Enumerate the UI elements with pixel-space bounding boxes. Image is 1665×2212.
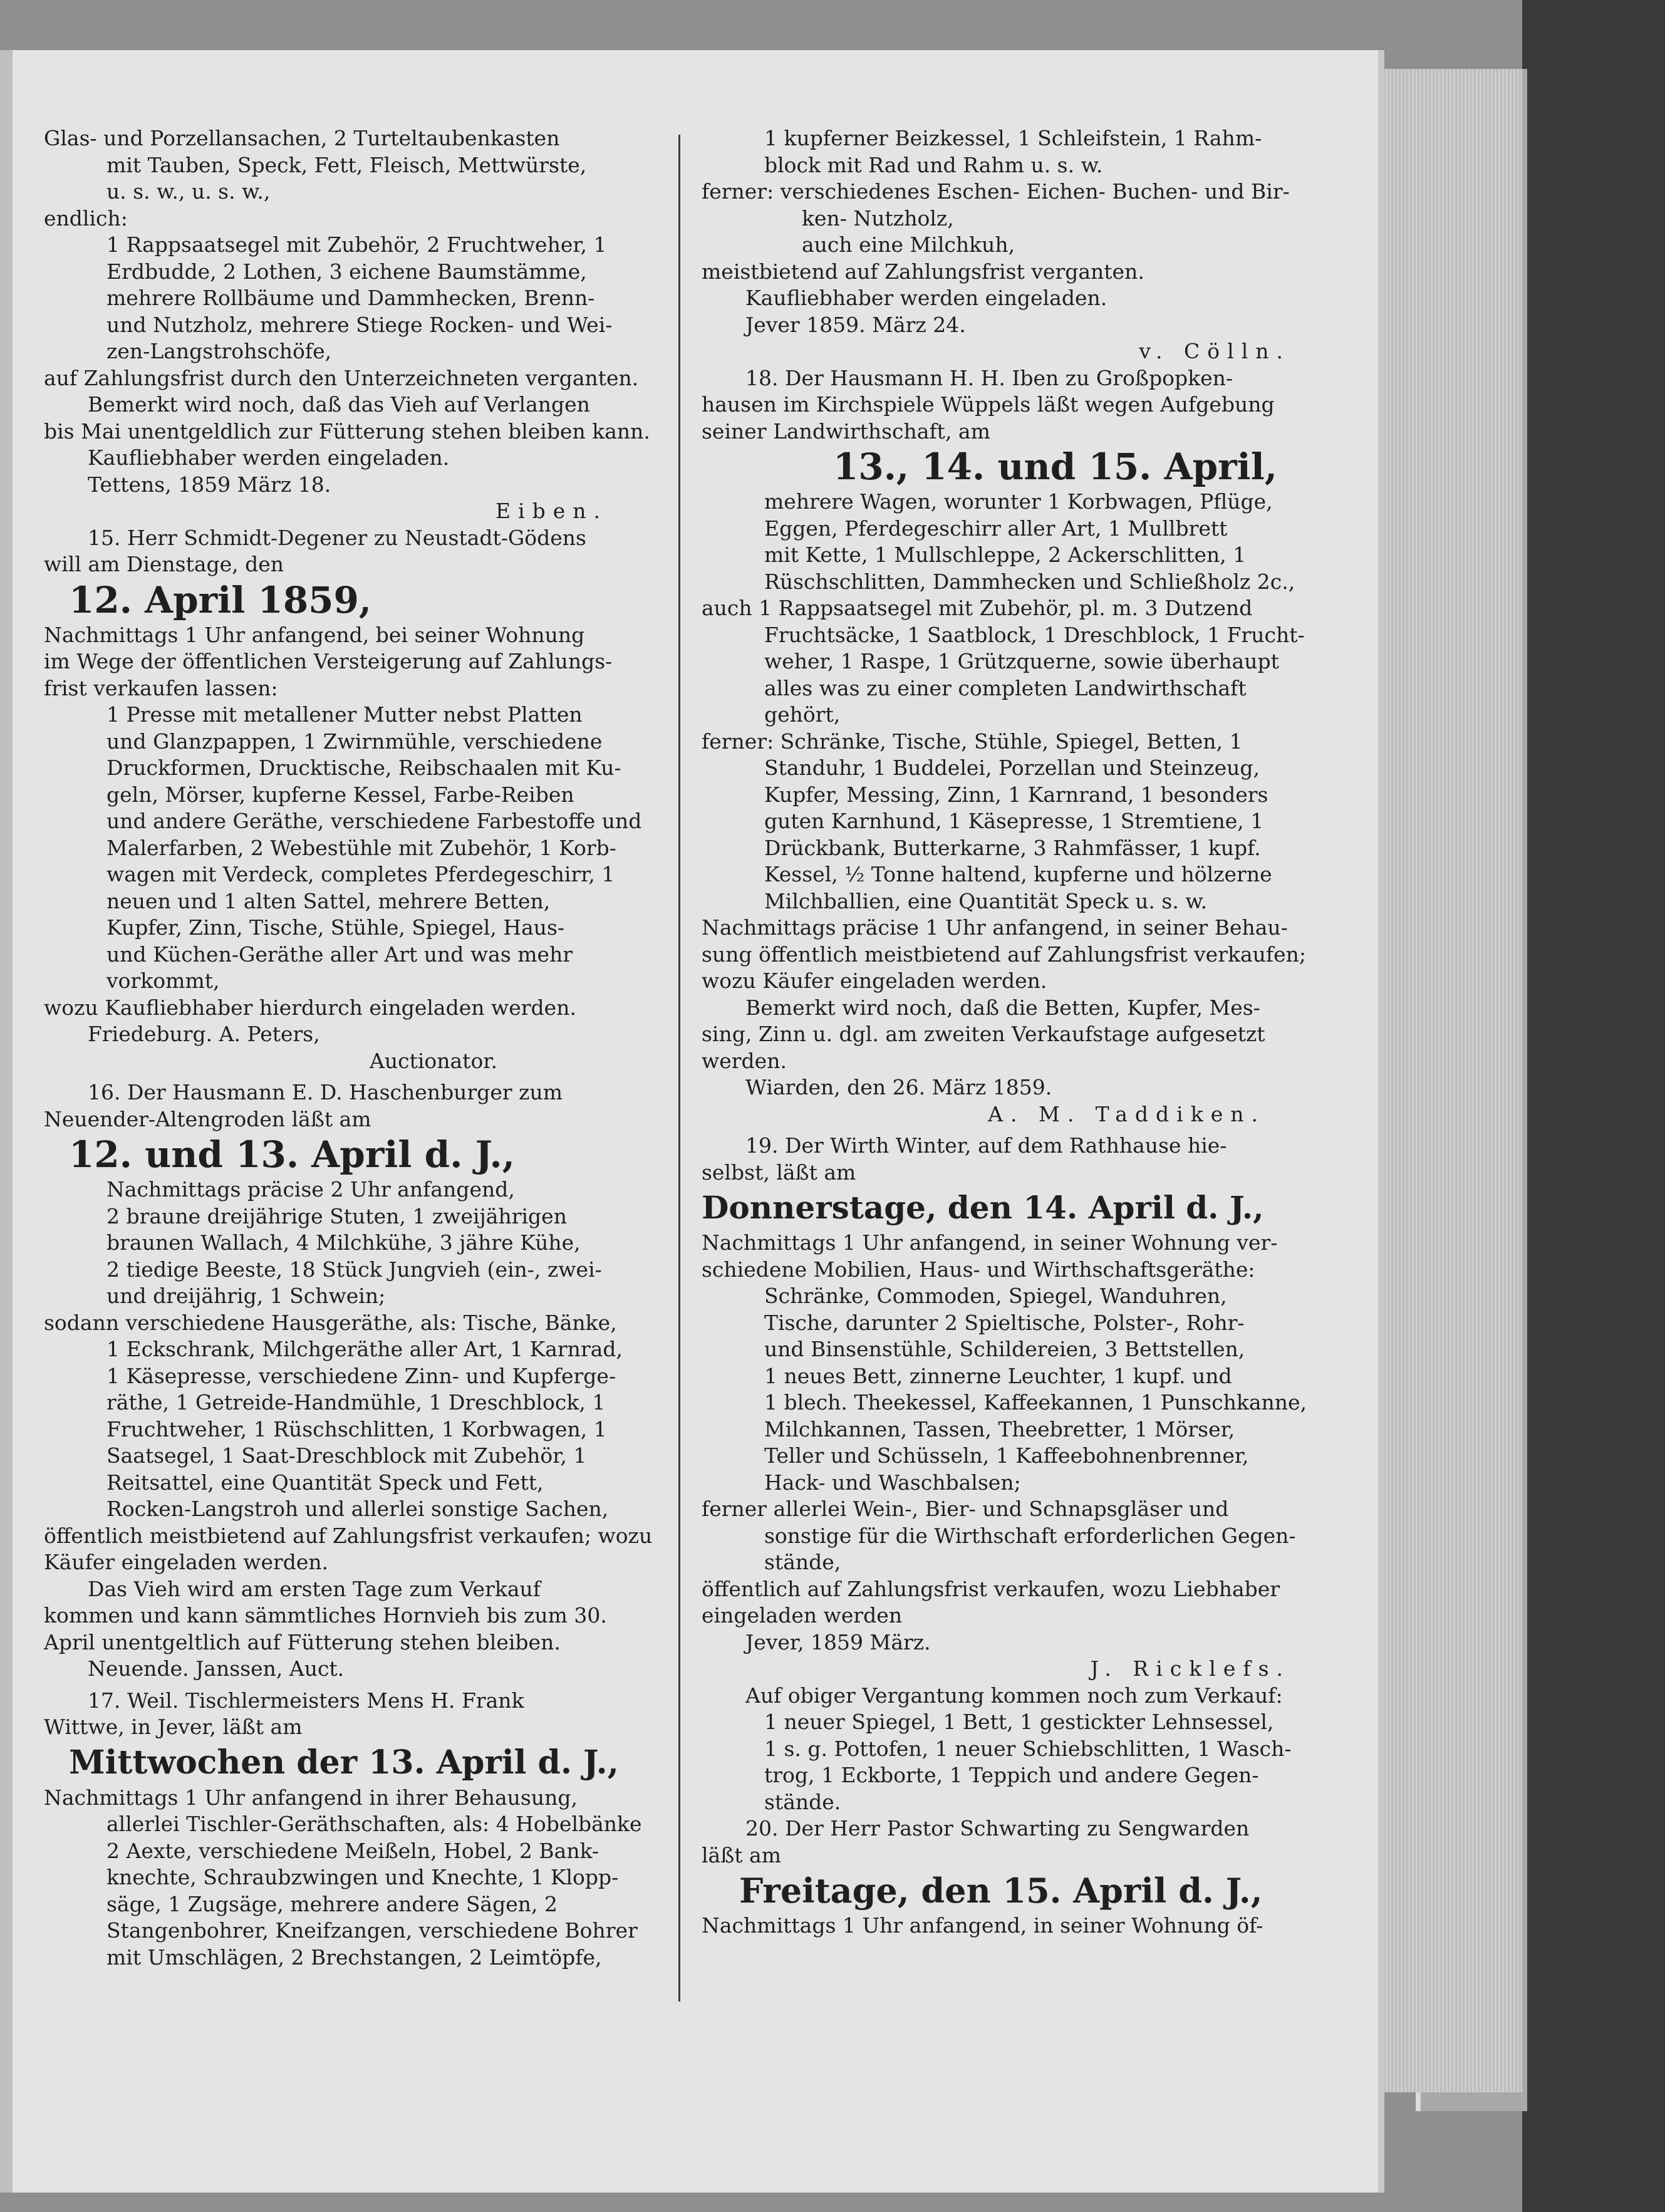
auction-date-headline: Mittwochen der 13. April d. J., (69, 1743, 619, 1782)
signature: J. Ricklefs. (1090, 1656, 1290, 1681)
text-line: 2 Aexte, verschiedene Meißeln, Hobel, 2 Bank- (106, 1838, 599, 1863)
text-line: ferner: Schränke, Tische, Stühle, Spiegel, Betten, 1 (702, 729, 1243, 754)
text-line: Druckformen, Drucktische, Reibschaalen mit Ku- (106, 756, 621, 780)
text-line: Rocken-Langstroh und allerlei sonstige Sachen, (106, 1497, 609, 1521)
text-line: und Binsenstühle, Schildereien, 3 Bettstellen, (764, 1337, 1245, 1361)
page-left-edge (0, 50, 13, 2193)
text-line: Käufer eingeladen werden. (44, 1550, 329, 1574)
text-line: hausen im Kirchspiele Wüppels läßt wegen Aufgebung (702, 392, 1275, 417)
text-line: meistbietend auf Zahlungsfrist verganten. (702, 259, 1144, 284)
text-line: schiedene Mobilien, Haus- und Wirthschaftsgeräthe: (702, 1257, 1255, 1282)
signature: v. Cölln. (1139, 339, 1290, 363)
text-line: frist verkaufen lassen: (44, 675, 278, 700)
text-line: alles was zu einer completen Landwirthschaft (764, 675, 1247, 700)
text-line: Nachmittags präcise 1 Uhr anfangend, in seiner Behau- (702, 915, 1288, 940)
text-line: im Wege der öffentlichen Versteigerung auf Zahlungs- (44, 649, 613, 673)
text-line: Tische, darunter 2 Spieltische, Polster-, Rohr- (764, 1310, 1245, 1335)
text-line: auf Zahlungsfrist durch den Unterzeichneten verganten. (44, 365, 639, 390)
text-line: 1 Käsepresse, verschiedene Zinn- und Kupferge- (106, 1363, 616, 1388)
text-line: mit Kette, 1 Mullschleppe, 2 Ackerschlitten, 1 (764, 543, 1247, 567)
text-line: Nachmittags 1 Uhr anfangend, bei seiner Wohnung (44, 622, 585, 647)
text-line: weher, 1 Raspe, 1 Grützquerne, sowie überhaupt (764, 649, 1279, 673)
left-column (44, 125, 653, 1971)
text-line: will am Dienstage, den (44, 552, 284, 576)
text-line: braunen Wallach, 4 Milchkühe, 3 jähre Kühe, (106, 1230, 581, 1255)
text-line: und Glanzpappen, 1 Zwirnmühle, verschiedene (106, 729, 603, 754)
text-line: Nachmittags präcise 2 Uhr anfangend, (106, 1177, 515, 1202)
signature: Eiben. (495, 499, 608, 523)
text-line: ken- Nutzholz, (802, 205, 954, 231)
page-stack-edges (1378, 69, 1522, 2092)
notice-heading: 18. Der Hausmann H. H. Iben zu Großpopken- (745, 365, 1233, 390)
text-line: Teller und Schüsseln, 1 Kaffeebohnenbrenner, (764, 1443, 1249, 1468)
notice-heading: 17. Weil. Tischlermeisters Mens H. Frank (88, 1688, 524, 1713)
text-line: auch eine Milchkuh, (802, 232, 1015, 257)
text-line: Neuender-Altengroden läßt am (44, 1106, 371, 1131)
text-line: Nachmittags 1 Uhr anfangend in ihrer Behausung, (44, 1785, 578, 1810)
text-line: 1 neuer Spiegel, 1 Bett, 1 gestickter Lehnsessel, (764, 1710, 1274, 1734)
text-line: wagen mit Verdeck, completes Pferdegeschirr, 1 (106, 862, 615, 886)
signature: Neuende. Janssen, Auct. (88, 1656, 345, 1681)
text-line: und Küchen-Geräthe aller Art und was mehr (106, 942, 573, 967)
text-line: 1 Eckschrank, Milchgeräthe aller Art, 1 Karnrad, (106, 1337, 623, 1361)
text-line: Schränke, Commoden, Spiegel, Wanduhren, (764, 1284, 1227, 1308)
text-line: und Nutzholz, mehrere Stiege Rocken- und Wei- (106, 312, 613, 337)
text-line: seiner Landwirthschaft, am (702, 418, 990, 444)
text-line: Standuhr, 1 Buddelei, Porzellan und Steinzeug, (764, 756, 1260, 780)
text-line: Milchkannen, Tassen, Theebretter, 1 Mörser, (764, 1416, 1235, 1441)
text-line: sing, Zinn u. dgl. am zweiten Verkaufstage aufgesetzt (702, 1022, 1265, 1046)
signature: Auctionator. (370, 1048, 497, 1073)
text-line: vorkommt, (106, 968, 220, 993)
text-line: 1 s. g. Pottofen, 1 neuer Schiebschlitten, 1 Wasch- (764, 1736, 1292, 1761)
text-line: mehrere Rollbäume und Dammhecken, Brenn- (106, 286, 595, 310)
text-line: ferner: verschiedenes Eschen- Eichen- Buchen- und Bir- (702, 179, 1290, 204)
text-line: Hack- und Waschbalsen; (764, 1470, 1021, 1495)
text-line: Wiarden, den 26. März 1859. (745, 1075, 1052, 1099)
text-line: wozu Kaufliebhaber hierdurch eingeladen werden. (44, 995, 576, 1020)
text-line: u. s. w., u. s. w., (106, 179, 271, 204)
text-line: säge, 1 Zugsäge, mehrere andere Sägen, 2 (106, 1891, 558, 1916)
text-line: Rüschschlitten, Dammhecken und Schließholz 2c., (764, 569, 1295, 594)
text-line: 1 Rappsaatsegel mit Zubehör, 2 Fruchtweher, 1 (106, 232, 607, 257)
text-line: Saatsegel, 1 Saat-Dreschblock mit Zubehör, 1 (106, 1443, 587, 1468)
text-line: Kupfer, Zinn, Tische, Stühle, Spiegel, Haus- (106, 915, 565, 940)
text-line: läßt am (702, 1842, 781, 1867)
text-line: trog, 1 Eckborte, 1 Teppich und andere Gegen- (764, 1763, 1259, 1787)
notice-heading: 15. Herr Schmidt-Degener zu Neustadt-Gödens (88, 525, 586, 550)
text-line: kommen und kann sämmtliches Hornvieh bis zum 30. (44, 1603, 607, 1628)
text-line: wozu Käufer eingeladen werden. (702, 968, 1047, 993)
text-line: und andere Geräthe, verschiedene Farbestoffe und (106, 809, 642, 833)
text-line: Kessel, ½ Tonne haltend, kupferne und hölzerne (764, 862, 1272, 886)
notice-heading: 20. Der Herr Pastor Schwarting zu Sengwarden (745, 1816, 1250, 1841)
text-line: April unentgeltlich auf Fütterung stehen bleiben. (44, 1629, 561, 1654)
text-line: 1 kupferner Beizkessel, 1 Schleifstein, 1 Rahm- (764, 126, 1262, 150)
text-line: Kupfer, Messing, Zinn, 1 Karnrand, 1 besonders (764, 782, 1268, 807)
text-line: Nachmittags 1 Uhr anfangend, in seiner Wohnung ver- (702, 1230, 1278, 1255)
text-line: sung öffentlich meistbietend auf Zahlungsfrist verkaufen; (702, 942, 1307, 967)
text-line: Stangenbohrer, Kneifzangen, verschiedene Bohrer (106, 1918, 638, 1943)
text-line: neuen und 1 alten Sattel, mehrere Betten, (106, 888, 551, 913)
column-divider (678, 135, 680, 2002)
text-line: 2 tiedige Beeste, 18 Stück Jungvieh (ein-, zwei- (106, 1257, 602, 1282)
text-line: sodann verschiedene Hausgeräthe, als: Tische, Bänke, (44, 1310, 617, 1335)
text-line: Kaufliebhaber werden eingeladen. (88, 445, 450, 470)
text-line: Glas- und Porzellansachen, 2 Turteltaubenkasten (44, 126, 560, 150)
text-line: Eggen, Pferdegeschirr aller Art, 1 Mullbrett (764, 516, 1228, 541)
text-line: Bemerkt wird noch, daß die Betten, Kupfer, Mes- (745, 995, 1260, 1020)
text-line: gehört, (764, 702, 841, 727)
text-line: auch 1 Rappsaatsegel mit Zubehör, pl. m. 3 Dutzend (702, 596, 1253, 620)
text-line: ferner allerlei Wein-, Bier- und Schnapsgläser und (702, 1497, 1229, 1521)
text-line: räthe, 1 Getreide-Handmühle, 1 Dreschblock, 1 (106, 1390, 606, 1415)
background-shadow (1522, 0, 1665, 2212)
text-line: eingeladen werden (702, 1603, 903, 1628)
text-line: geln, Mörser, kupferne Kessel, Farbe-Reiben (106, 782, 574, 807)
text-line: bis Mai unentgeldlich zur Fütterung stehen bleiben kann. (44, 418, 650, 444)
text-line: 1 neues Bett, zinnerne Leuchter, 1 kupf. und (764, 1363, 1232, 1388)
auction-date-headline: 13., 14. und 15. April, (833, 445, 1277, 488)
text-line: block mit Rad und Rahm u. s. w. (764, 152, 1103, 177)
text-line: öffentlich meistbietend auf Zahlungsfrist verkaufen; wozu (44, 1523, 653, 1548)
text-line: mehrere Wagen, worunter 1 Korbwagen, Pflüge, (764, 489, 1273, 514)
text-line: Reitsattel, eine Quantität Speck und Fett, (106, 1470, 544, 1495)
text-line: Bemerkt wird noch, daß das Vieh auf Verlangen (88, 392, 590, 417)
text-line: Jever, 1859 März. (745, 1629, 931, 1654)
text-line: Tettens, 1859 März 18. (88, 472, 331, 497)
text-line: Malerfarben, 2 Webestühle mit Zubehör, 1 Korb- (106, 835, 616, 860)
notice-heading: 16. Der Hausmann E. D. Haschenburger zum (88, 1080, 563, 1104)
text-line: Milchballien, eine Quantität Speck u. s. w. (764, 888, 1208, 913)
text-line: selbst, läßt am (702, 1160, 856, 1185)
text-line: guten Karnhund, 1 Käsepresse, 1 Stremtiene, 1 (764, 809, 1264, 833)
text-line: mit Umschlägen, 2 Brechstangen, 2 Leimtöpfe, (106, 1945, 602, 1970)
text-line: 2 braune dreijährige Stuten, 1 zweijährigen (106, 1203, 567, 1228)
notice-heading: 19. Der Wirth Winter, auf dem Rathhause hie- (745, 1133, 1227, 1158)
text-line: Drückbank, Butterkarne, 3 Rahmfässer, 1 kupf. (764, 835, 1261, 860)
text-line: zen-Langstrohschöfe, (106, 339, 332, 363)
text-line: Kaufliebhaber werden eingeladen. (745, 286, 1107, 310)
text-line: sonstige für die Wirthschaft erforderlichen Gegen- (764, 1523, 1296, 1548)
text-line: knechte, Schraubzwingen und Knechte, 1 Klopp- (106, 1865, 619, 1889)
text-line: 1 Presse mit metallener Mutter nebst Platten (106, 702, 583, 727)
text-line: 1 blech. Theekessel, Kaffeekannen, 1 Punschkanne, (764, 1390, 1307, 1415)
right-column (702, 125, 1328, 1939)
text-line: Auf obiger Vergantung kommen noch zum Verkauf: (745, 1683, 1283, 1708)
text-line: Nachmittags 1 Uhr anfangend, in seiner Wohnung öf- (702, 1913, 1263, 1938)
text-line: Wittwe, in Jever, läßt am (44, 1715, 303, 1739)
text-line: mit Tauben, Speck, Fett, Fleisch, Mettwürste, (106, 152, 587, 177)
text-line: öffentlich auf Zahlungsfrist verkaufen, wozu Liebhaber (702, 1576, 1280, 1601)
text-line: endlich: (44, 205, 128, 231)
text-line: Friedeburg. A. Peters, (88, 1022, 320, 1046)
auction-date-headline: Freitage, den 15. April d. J., (739, 1871, 1263, 1911)
text-line: und dreijährig, 1 Schwein; (106, 1284, 386, 1308)
text-line: Das Vieh wird am ersten Tage zum Verkauf (88, 1576, 541, 1601)
text-line: stände. (764, 1789, 841, 1814)
text-line: Jever 1859. März 24. (745, 312, 966, 337)
auction-date-headline: Donnerstage, den 14. April d. J., (702, 1189, 1264, 1226)
text-line: werden. (702, 1048, 787, 1073)
text-line: stände, (764, 1550, 841, 1574)
text-line: Fruchtsäcke, 1 Saatblock, 1 Dreschblock, 1 Frucht- (764, 622, 1305, 647)
text-line: Erdbudde, 2 Lothen, 3 eichene Baumstämme, (106, 259, 587, 284)
text-line: Fruchtweher, 1 Rüschschlitten, 1 Korbwagen, 1 (106, 1416, 607, 1441)
text-line: allerlei Tischler-Geräthschaften, als: 4 Hobelbänke (106, 1812, 642, 1836)
signature: A. M. Taddiken. (988, 1101, 1265, 1126)
auction-date-headline: 12. April 1859, (69, 578, 372, 621)
auction-date-headline: 12. und 13. April d. J., (69, 1133, 515, 1176)
